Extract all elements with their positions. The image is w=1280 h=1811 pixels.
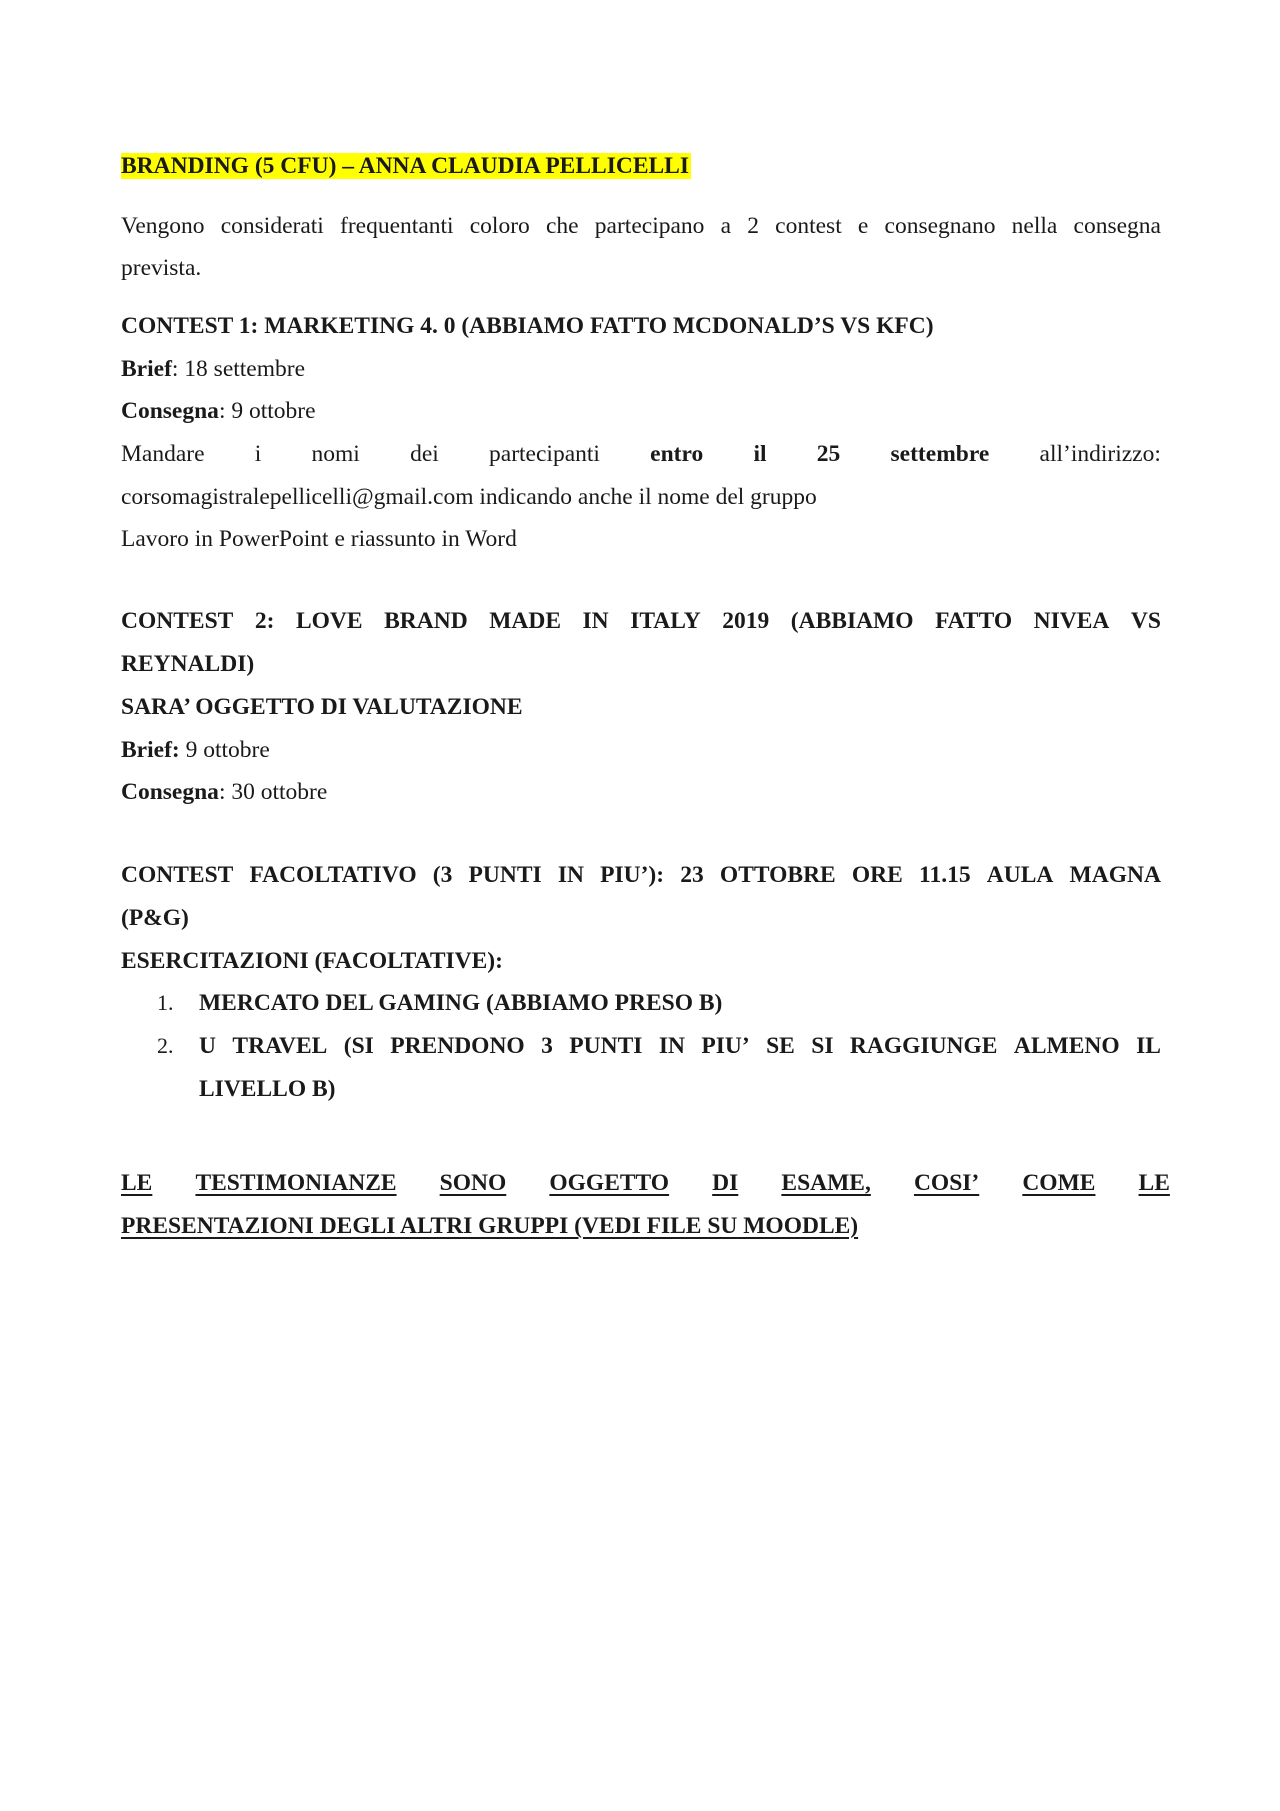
word: AULA xyxy=(986,862,1054,888)
exercise-1-text: MERCATO DEL GAMING (ABBIAMO PRESO B) xyxy=(199,990,723,1016)
word: IN xyxy=(557,862,584,888)
word: VS xyxy=(1130,608,1161,634)
word: LE xyxy=(121,1170,153,1196)
contest2-consegna-label: Consegna xyxy=(121,779,219,805)
contest1-heading: CONTEST 1: MARKETING 4. 0 (ABBIAMO FATTO MCDONALD’S VS KFC) xyxy=(121,313,934,339)
word: PUNTI xyxy=(468,862,542,888)
word: NIVEA xyxy=(1033,608,1110,634)
word: (ABBIAMO xyxy=(790,608,914,634)
word: il xyxy=(753,441,767,467)
word: 2019 xyxy=(722,608,770,634)
word: IN xyxy=(658,1033,685,1059)
word: FACOLTATIVO xyxy=(249,862,417,888)
word: PUNTI xyxy=(569,1033,643,1059)
word: MADE xyxy=(489,608,561,634)
word: MAGNA xyxy=(1069,862,1161,888)
contest2-consegna-value: : 30 ottobre xyxy=(218,779,328,805)
word: COME xyxy=(1022,1170,1096,1196)
word: CONTEST xyxy=(121,862,234,888)
word: 3 xyxy=(541,1033,553,1059)
intro-line-2: prevista. xyxy=(121,255,202,281)
word: i xyxy=(254,441,262,467)
word: LOVE xyxy=(295,608,363,634)
title-highlight: BRANDING (5 CFU) – ANNA CLAUDIA PELLICELLI xyxy=(121,153,689,179)
contest1-consegna-label: Consegna xyxy=(121,398,219,424)
word: IN xyxy=(582,608,609,634)
word: SONO xyxy=(439,1170,507,1196)
word: 23 xyxy=(680,862,704,888)
word: contest xyxy=(775,213,842,239)
note-line-2-text: PRESENTAZIONI DEGLI ALTRI GRUPPI (VEDI FILE SU MOODLE) xyxy=(121,1213,859,1239)
word: nella xyxy=(1011,213,1058,239)
word: PIU’): xyxy=(600,862,665,888)
word: PIU’ xyxy=(701,1033,750,1059)
word: LE xyxy=(1138,1170,1170,1196)
word: ESAME, xyxy=(781,1170,871,1196)
word: coloro xyxy=(469,213,530,239)
note-line-2 xyxy=(121,1210,858,1242)
word: settembre xyxy=(890,441,990,467)
contest1-consegna xyxy=(121,395,316,427)
word: e xyxy=(857,213,869,239)
intro-line-1 xyxy=(121,210,1161,242)
note-line-1 xyxy=(121,1167,1170,1199)
word: 11.15 xyxy=(919,862,971,888)
word: Mandare xyxy=(121,441,205,467)
word: a xyxy=(720,213,732,239)
word: nomi xyxy=(311,441,360,467)
contest1-consegna-value: : 9 ottobre xyxy=(218,398,316,424)
word: CONTEST xyxy=(121,608,234,634)
word: che xyxy=(545,213,579,239)
word: all’indirizzo: xyxy=(1039,441,1161,467)
word: OGGETTO xyxy=(549,1170,670,1196)
optional-contest-line-2: (P&G) xyxy=(121,905,189,931)
word: (SI xyxy=(343,1033,374,1059)
word: 2: xyxy=(254,608,275,634)
word: FATTO xyxy=(935,608,1013,634)
word: consegna xyxy=(1073,213,1161,239)
word: considerati xyxy=(220,213,324,239)
exercises-heading: ESERCITAZIONI (FACOLTATIVE): xyxy=(121,948,503,974)
word: RAGGIUNGE xyxy=(849,1033,998,1059)
contest2-brief-value: 9 ottobre xyxy=(179,737,270,763)
word: ITALY xyxy=(630,608,701,634)
word: SE xyxy=(766,1033,795,1059)
contest1-brief xyxy=(121,353,305,385)
contest2-heading-line-2: REYNALDI) xyxy=(121,651,255,677)
exercise-2-number: 2. xyxy=(157,1033,174,1058)
word: U xyxy=(199,1033,216,1059)
word: COSI’ xyxy=(913,1170,980,1196)
optional-contest-line-1 xyxy=(121,859,1161,891)
exercise-1-number: 1. xyxy=(157,990,174,1015)
word: dei xyxy=(410,441,439,467)
word: TRAVEL xyxy=(232,1033,328,1059)
contest1-send-line xyxy=(121,438,1161,470)
word: 25 xyxy=(816,441,841,467)
word: (3 xyxy=(432,862,453,888)
contest1-brief-label: Brief xyxy=(121,356,172,382)
word: frequentanti xyxy=(340,213,454,239)
contest2-consegna xyxy=(121,776,327,808)
word: Vengono xyxy=(121,213,205,239)
contest1-work-line: Lavoro in PowerPoint e riassunto in Word xyxy=(121,526,517,552)
contest1-email-line: corsomagistralepellicelli@gmail.com indicando anche il nome del gruppo xyxy=(121,484,817,510)
word: entro xyxy=(650,441,704,467)
contest2-brief-label: Brief: xyxy=(121,737,180,763)
word: PRENDONO xyxy=(390,1033,525,1059)
word: OTTOBRE xyxy=(719,862,836,888)
word: partecipanti xyxy=(489,441,600,467)
word: BRAND xyxy=(384,608,468,634)
exercise-2-line-2: LIVELLO B) xyxy=(199,1076,336,1102)
word: consegnano xyxy=(884,213,996,239)
contest2-heading-line-1 xyxy=(121,605,1161,637)
word: ORE xyxy=(851,862,903,888)
contest1-brief-value: : 18 settembre xyxy=(171,356,306,382)
word: DI xyxy=(712,1170,739,1196)
word: 2 xyxy=(747,213,759,239)
word: ALMENO xyxy=(1013,1033,1120,1059)
document-title xyxy=(121,150,691,182)
word: TESTIMONIANZE xyxy=(195,1170,397,1196)
contest2-brief xyxy=(121,734,270,766)
word: SI xyxy=(811,1033,834,1059)
contest2-evaluation: SARA’ OGGETTO DI VALUTAZIONE xyxy=(121,694,523,720)
exercise-2-line-1 xyxy=(199,1030,1161,1062)
word: IL xyxy=(1136,1033,1161,1059)
word: partecipano xyxy=(594,213,705,239)
